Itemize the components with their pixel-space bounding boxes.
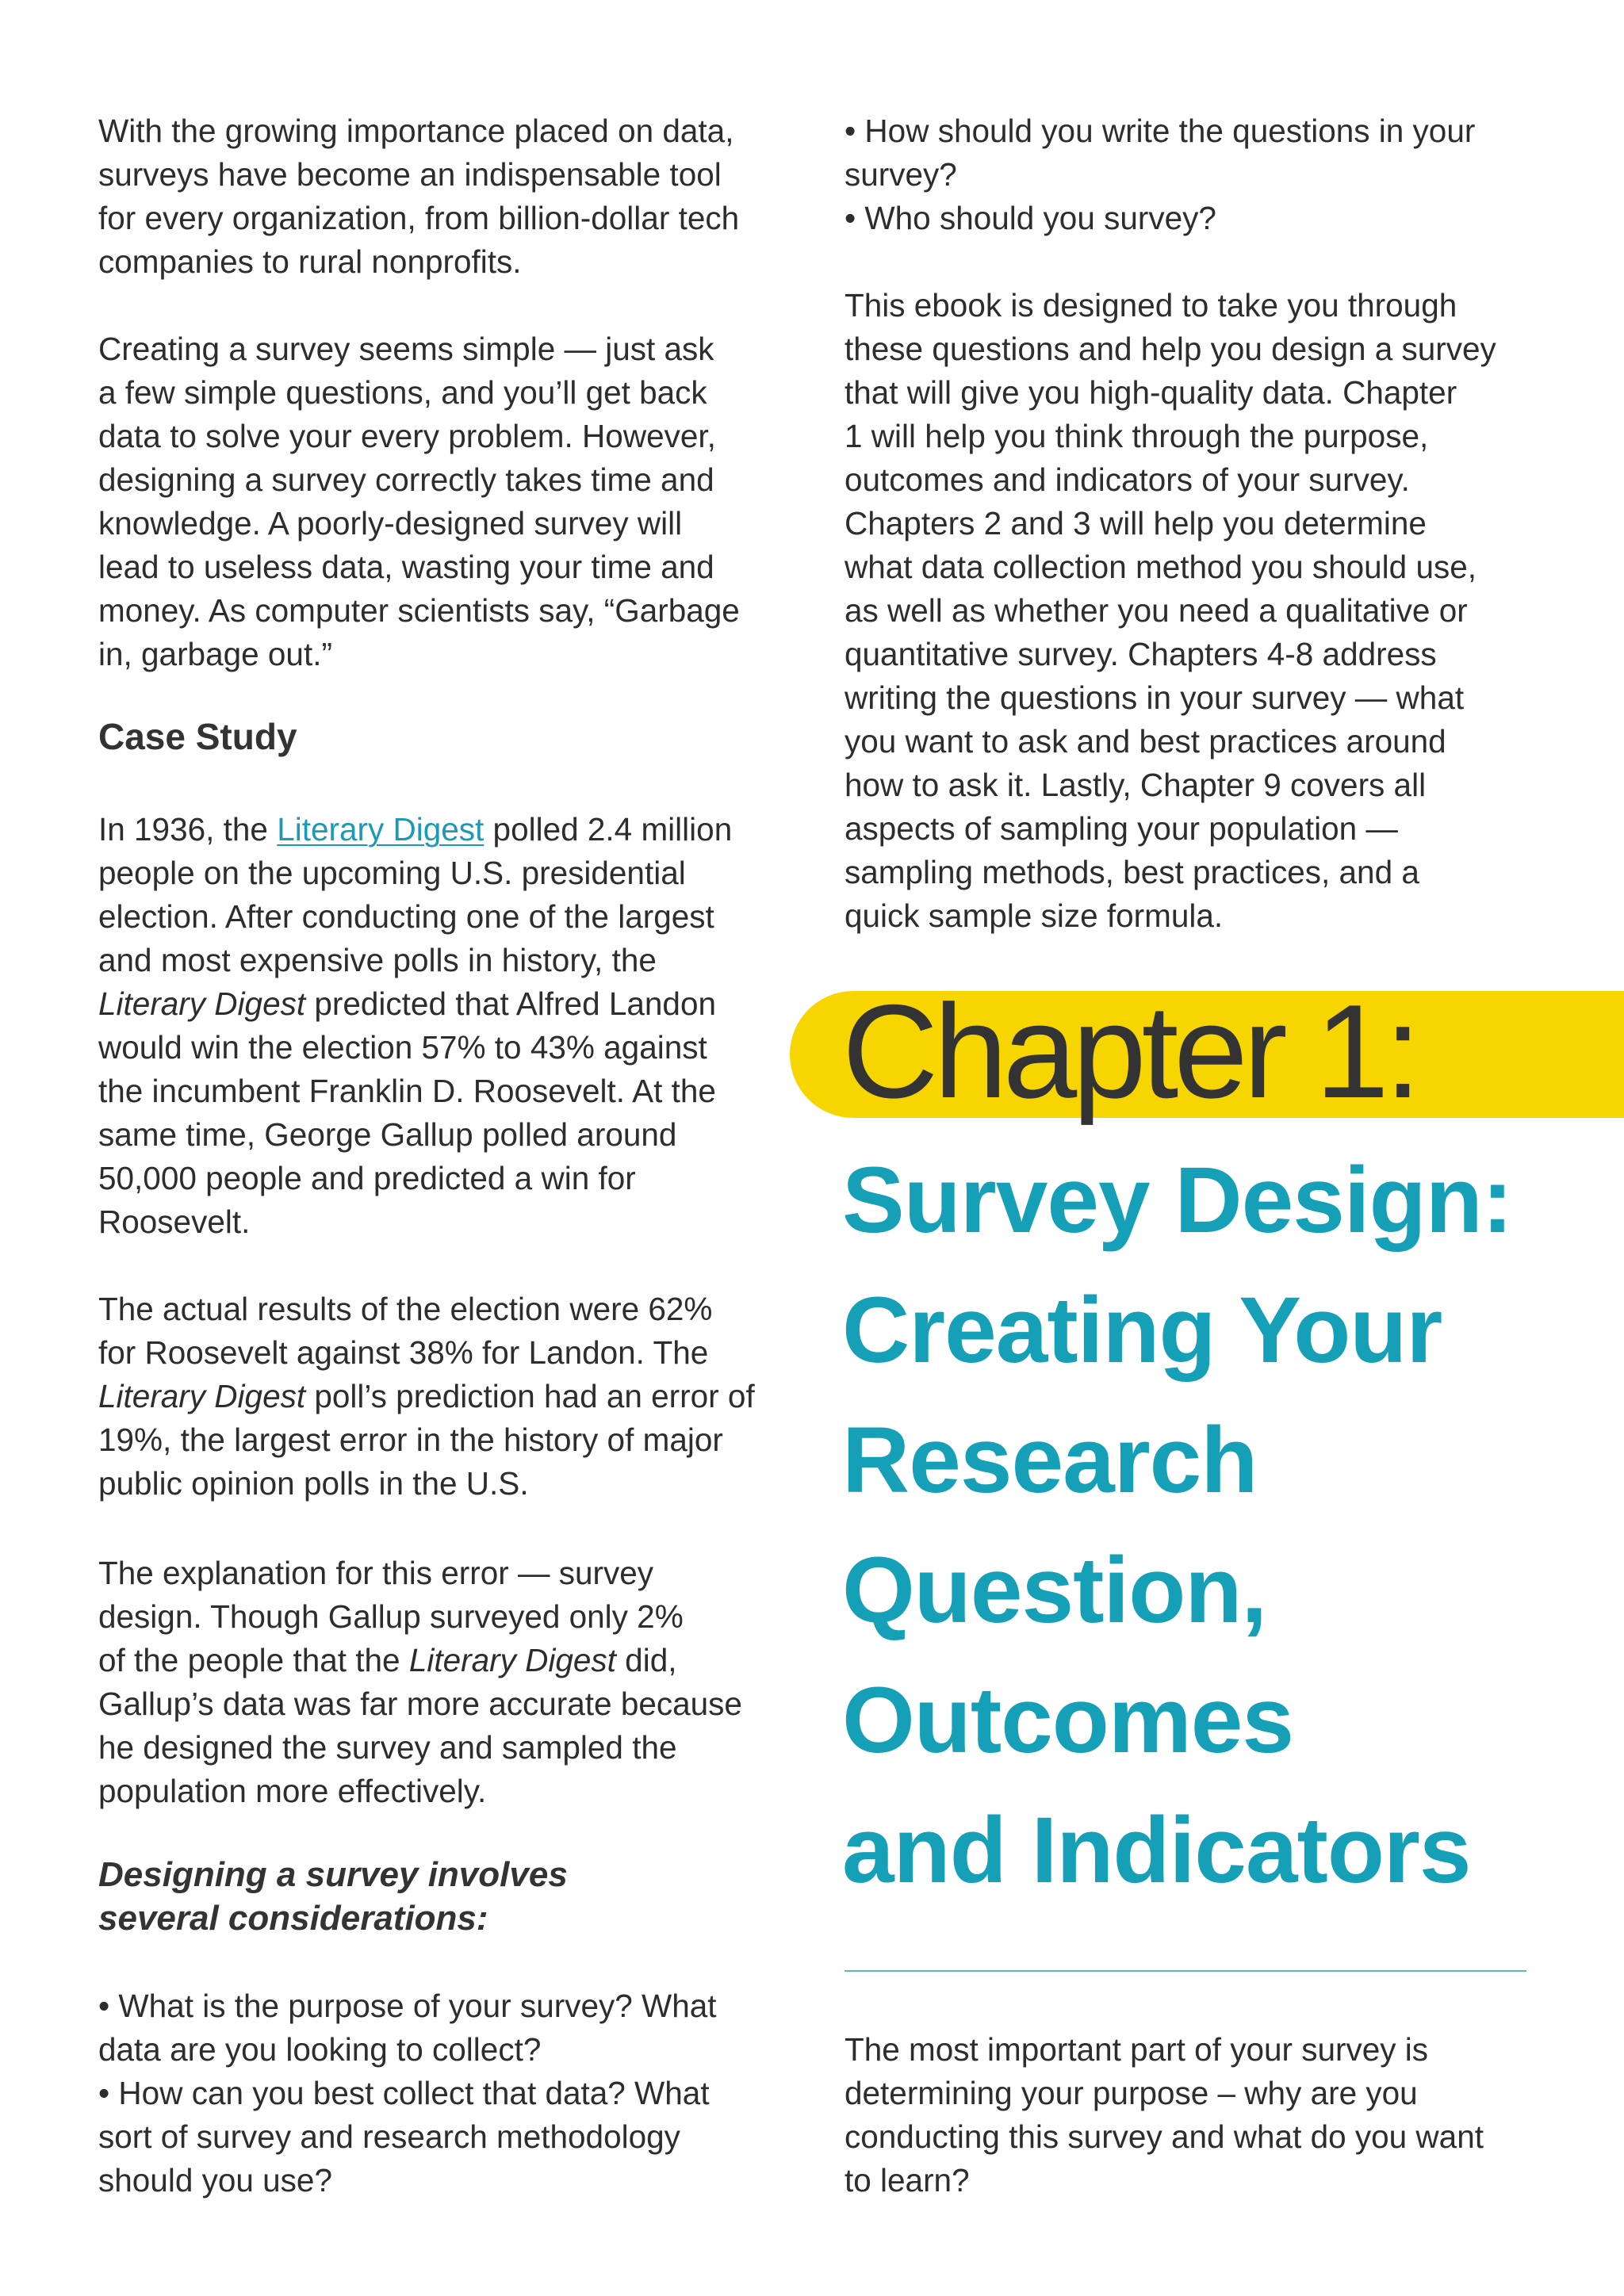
text-line: quantitative survey. Chapters 4-8 address [845, 636, 1437, 672]
text-line: how to ask it. Lastly, Chapter 9 covers all [845, 767, 1427, 803]
chapter-title [842, 1135, 1603, 1915]
list-item: • What is the purpose of your survey? What [98, 1988, 717, 2024]
list-item: • Who should you survey? [845, 200, 1216, 236]
section-divider [845, 1970, 1526, 1972]
title-line: Outcomes [842, 1668, 1294, 1773]
text-line: these questions and help you design a survey [845, 331, 1496, 367]
publication-title: Literary Digest [408, 1642, 616, 1678]
title-line: Creating Your [842, 1278, 1442, 1383]
text-line: The most important part of your survey is [845, 2031, 1429, 2068]
text-line: This ebook is designed to take you through [845, 287, 1457, 323]
text-line: aspects of sampling your population — [845, 810, 1398, 847]
text-line: designing a survey correctly takes time and [98, 461, 714, 498]
considerations-heading [98, 1853, 733, 1940]
text-line: for every organization, from billion-dollar tech [98, 200, 740, 236]
considerations-list [98, 1984, 796, 2202]
text-line: conducting this survey and what do you want [845, 2118, 1484, 2155]
heading-line: several considerations: [98, 1899, 488, 1938]
publication-title: Literary Digest [98, 1378, 306, 1414]
title-line: and Indicators [842, 1798, 1471, 1903]
error-explanation-paragraph [98, 1552, 812, 1813]
text-line: Chapters 2 and 3 will help you determine [845, 505, 1427, 541]
ebook-overview-paragraph [845, 284, 1566, 938]
text-line: Creating a survey seems simple — just ask [98, 331, 714, 367]
text-line: sampling methods, best practices, and a [845, 854, 1419, 890]
list-item: should you use? [98, 2162, 332, 2198]
text-line: outcomes and indicators of your survey. [845, 461, 1410, 498]
text-line: With the growing importance placed on data, [98, 113, 734, 149]
text-line: that will give you high-quality data. Chapter [845, 374, 1457, 411]
text-line: what data collection method you should use, [845, 549, 1477, 585]
text-line: The actual results of the election were 62% [98, 1291, 713, 1327]
text-line: election. After conducting one of the largest [98, 898, 714, 935]
intro-paragraph [98, 109, 796, 284]
title-line: Question, [842, 1538, 1267, 1643]
text-line: Roosevelt. [98, 1203, 251, 1240]
text-line: surveys have become an indispensable tool [98, 156, 722, 193]
text-line: Gallup’s data was far more accurate because [98, 1686, 742, 1722]
text-line: same time, George Gallup polled around [98, 1116, 677, 1153]
text-line: lead to useless data, wasting your time and [98, 549, 714, 585]
text-line: quick sample size formula. [845, 897, 1224, 934]
considerations-list-continued [845, 109, 1558, 240]
text-line: The explanation for this error — survey [98, 1555, 654, 1591]
text-line: In 1936, the [98, 811, 278, 848]
text-line: for Roosevelt against 38% for Landon. The [98, 1334, 709, 1371]
text-line: and most expensive polls in history, the [98, 942, 657, 978]
text-line: money. As computer scientists say, “Garbage [98, 592, 740, 629]
text-line: people on the upcoming U.S. presidential [98, 855, 686, 891]
text-line: data to solve your every problem. However, [98, 418, 716, 454]
list-item: • How can you best collect that data? What [98, 2075, 710, 2111]
list-item: sort of survey and research methodology [98, 2118, 680, 2155]
heading-line: Designing a survey involves [98, 1855, 568, 1894]
text-line: 19%, the largest error in the history of major [98, 1422, 723, 1458]
text-line: 50,000 people and predicted a win for [98, 1160, 636, 1196]
text-line: a few simple questions, and you’ll get back [98, 374, 707, 411]
text-line: of the people that the [98, 1642, 409, 1678]
text-line: companies to rural nonprofits. [98, 243, 522, 280]
list-item: • How should you write the questions in your [845, 113, 1476, 149]
text-line: he designed the survey and sampled the [98, 1729, 677, 1766]
list-item: survey? [845, 156, 957, 193]
text-line: in, garbage out.” [98, 636, 332, 672]
text-line: writing the questions in your survey — what [845, 679, 1465, 716]
list-item: data are you looking to collect? [98, 2031, 542, 2068]
text-line: you want to ask and best practices around [845, 723, 1446, 760]
text-line: knowledge. A poorly-designed survey will [98, 505, 683, 541]
text-line: population more effectively. [98, 1773, 487, 1809]
text-line: as well as whether you need a qualitative or [845, 592, 1468, 629]
case-study-paragraph [98, 808, 812, 1244]
election-results-paragraph [98, 1288, 812, 1506]
text-line: to learn? [845, 2162, 970, 2198]
text-line: 1 will help you think through the purpose, [845, 418, 1429, 454]
text-line: would win the election 57% to 43% against [98, 1029, 707, 1066]
text-line: polled 2.4 million [484, 811, 733, 848]
case-study-heading: Case Study [98, 716, 297, 757]
chapter-label: Chapter 1: [842, 977, 1417, 1126]
purpose-paragraph [845, 2028, 1558, 2202]
text-line: poll’s prediction had an error of [305, 1378, 755, 1414]
text-line: predicted that Alfred Landon [305, 985, 716, 1022]
title-line: Research [842, 1408, 1258, 1513]
text-line: the incumbent Franklin D. Roosevelt. At the [98, 1073, 716, 1109]
text-line: determining your purpose – why are you [845, 2075, 1418, 2111]
publication-title: Literary Digest [98, 985, 306, 1022]
text-line: public opinion polls in the U.S. [98, 1465, 529, 1502]
creating-survey-paragraph [98, 327, 796, 676]
literary-digest-link[interactable]: Literary Digest [277, 811, 485, 848]
text-line: did, [615, 1642, 677, 1678]
text-line: design. Though Gallup surveyed only 2% [98, 1598, 684, 1635]
title-line: Survey Design: [842, 1148, 1513, 1253]
